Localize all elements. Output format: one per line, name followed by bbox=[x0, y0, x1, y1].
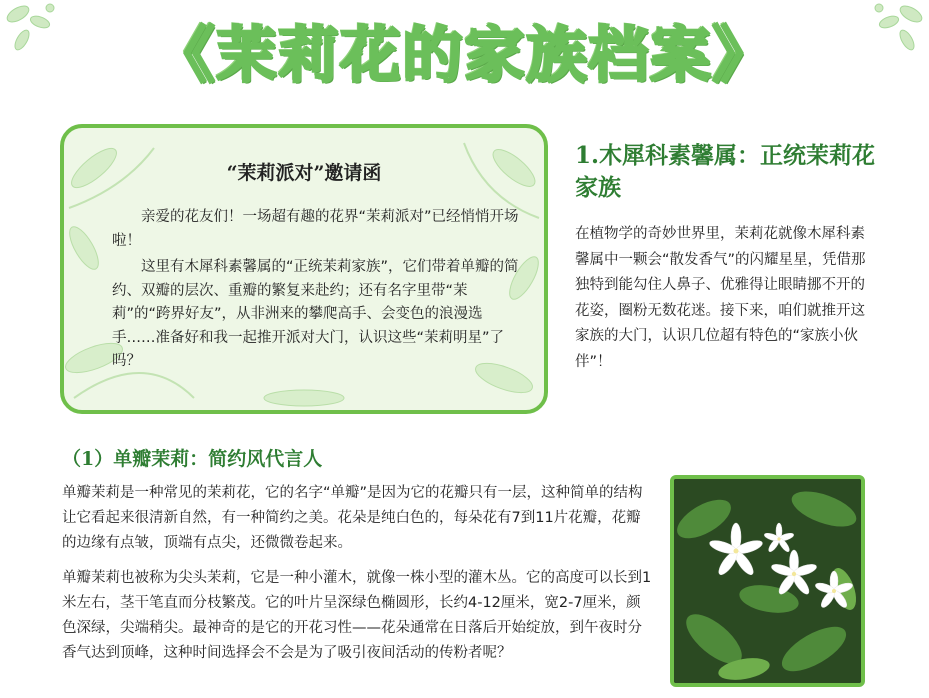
invitation-heading: “茉莉派对”邀请函 bbox=[226, 162, 382, 184]
subsection-1-heading: （1）单瓣茉莉：简约风代言人 bbox=[62, 448, 323, 470]
subsection-1-paragraph-1: 单瓣茉莉是一种常见的茉莉花，它的名字“单瓣”是因为它的花瓣只有一层，这种简单的结构让它看起来很清新自然，有一种简约之美。花朵是纯白色的，每朵花有7到11片花瓣，花瓣的边缘有点皱，顶端有点尖，还微微卷起来。 bbox=[62, 485, 643, 551]
subsection-1-paragraph-2: 单瓣茉莉也被称为尖头茉莉，它是一种小灌木，就像一株小型的灌木丛。它的高度可以长到1米左右，茎干笔直而分枝繁茂。它的叶片呈深绿色椭圆形，长约4-12厘米，宽2-7厘米，颜色深绿，尖端稍尖。最神奇的是它的开花习性——花朵通常在日落后开始绽放，到午夜时分香气达到顶峰，这种时间选择会不会是为了吸引夜间活动的传粉者呢？ bbox=[62, 570, 652, 661]
invitation-card bbox=[60, 124, 548, 414]
invitation-paragraph-1: 亲爱的花友们！一场超有趣的花界“茉莉派对”已经悄悄开场啦！ bbox=[112, 209, 519, 249]
page-title: 《茉莉花的家族档案》 bbox=[154, 21, 775, 91]
jasmine-flower-icon bbox=[674, 479, 861, 683]
invitation-paragraph-2: 这里有木犀科素馨属的“正统茉莉家族”，它们带着单瓣的简约、双瓣的层次、重瓣的繁复来赴约；还有名字里带“茉莉”的“跨界好友”，从非洲来的攀爬高手、会变色的浪漫选手……准备好和我一起推开派对大门，认识这些“茉莉明星”了吗？ bbox=[112, 259, 519, 369]
page-title-banner bbox=[0, 0, 929, 100]
section-1-body: 在植物学的奇妙世界里，茉莉花就像木犀科素馨属中一颗会“散发香气”的闪耀星星，凭借那独特到能勾住人鼻子、优雅得让眼睛挪不开的花姿，圈粉无数花迷。接下来，咱们就推开这家族的大门，认识几位超有特色的“家族小伙伴”！ bbox=[575, 226, 866, 370]
jasmine-photo bbox=[670, 475, 865, 687]
section-1-heading: 1.木犀科素馨属：正统茉莉花家族 bbox=[575, 142, 876, 201]
